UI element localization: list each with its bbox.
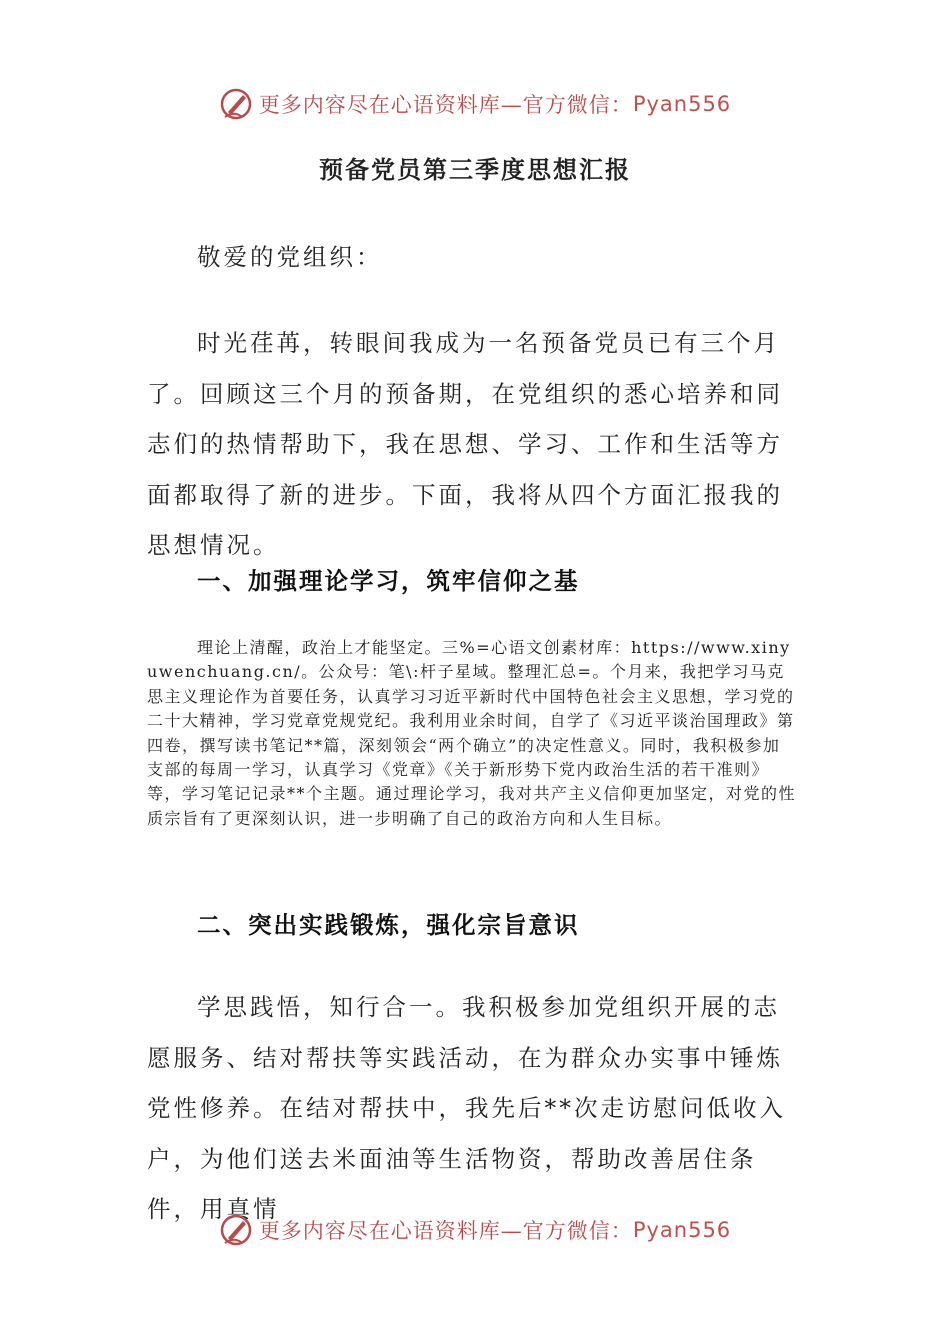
section1-body: 理论上清醒，政治上才能坚定。三%=心语文创素材库：https://www.xinyuwenchuang.cn/。公众号：笔\:杆子星域。整理汇总=。个月来，我把学习马克思主义理论作为首要任务，认真学习习近平新时代中国特色社会主义思想，学习党的二十大精神，学习党章党规党纪。我利用业余时间，自学了《习近平谈治国理政》第四卷，撰写读书笔记**篇，深刻领会“两个确立”的决定性意义。同时，我积极参加支部的每周一学习，认真学习《党章》《关于新形势下党内政治生活的若干准则》等，学习笔记记录**个主题。通过理论学习，我对共产主义信仰更加坚定，对党的性质宗旨有了更深刻认识，进一步明确了自己的政治方向和人生目标。 [147,638,797,828]
section1-heading: 一、加强理论学习，筑牢信仰之基 [197,567,580,595]
pen-circle-logo-icon [219,87,253,121]
section2-body: 学思践悟，知行合一。我积极参加党组织开展的志愿服务、结对帮扶等实践活动，在为群众办实事中锤炼党性修养。在结对帮扶中，我先后**次走访慰问低收入户，为他们送去米面油等生活物资，帮助改善居住条件，用真情 [147,993,786,1223]
salutation: 敬爱的党组织： [197,243,383,271]
pen-circle-logo-icon [219,1213,253,1247]
banner-wechat-id: Pyan556 [632,92,732,116]
intro-paragraph: 时光荏苒，转眼间我成为一名预备党员已有三个月了。回顾这三个月的预备期，在党组织的悉心培养和同志们的热情帮助下，我在思想、学习、工作和生活等方面都取得了新的进步。下面，我将从四个方面汇报我的思想情况。 [147,329,783,559]
document-title: 预备党员第三季度思想汇报 [319,155,631,184]
banner-wechat-id: Pyan556 [632,1218,732,1242]
section2-heading: 二、突出实践锻炼，强化宗旨意识 [197,911,580,939]
banner-text: 更多内容尽在心语资料库—官方微信： [258,1219,633,1243]
header-banner [0,84,950,124]
footer-banner [0,1210,950,1250]
banner-text: 更多内容尽在心语资料库—官方微信： [258,93,633,117]
